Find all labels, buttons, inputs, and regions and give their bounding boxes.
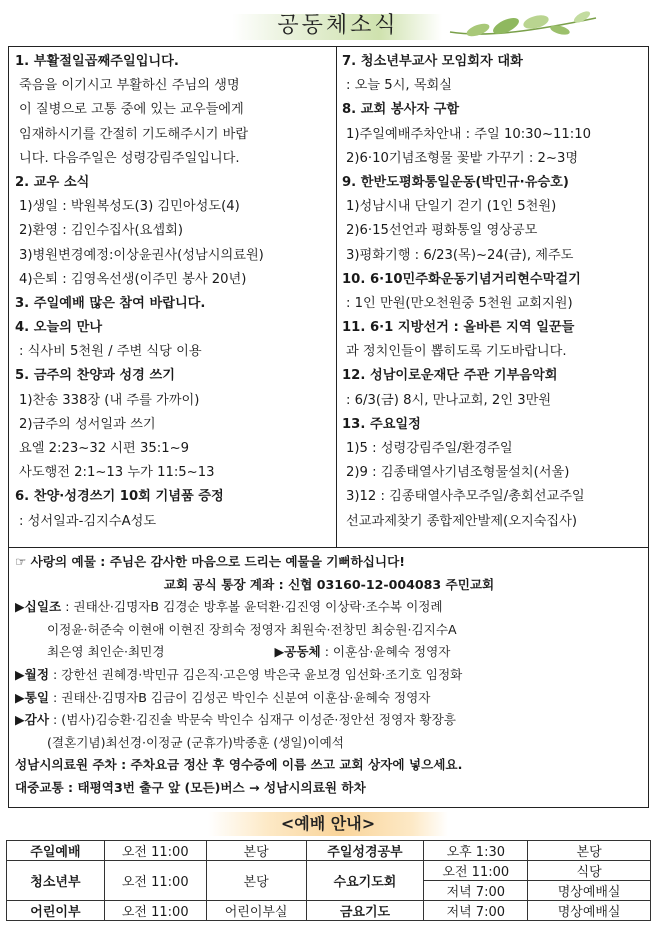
news-line: 2)9 : 김종태열사기념조형물설치(서울) — [346, 465, 570, 481]
news-line: 니다. 다음주일은 성령강림주일입니다. — [19, 150, 240, 166]
news-line: 1)주일예배주차안내 : 주일 10:30~11:10 — [346, 126, 592, 142]
table-cell: 오전 11:00 — [104, 841, 206, 861]
news-heading: 5. 금주의 찬양과 성경 쓰기 — [15, 368, 175, 384]
transit-line — [15, 777, 643, 800]
monthly-names: : 강한선 권혜경·박민규 김은직·고은영 박은국 윤보경 임선화·조기호 임정화 — [49, 666, 463, 682]
tithe-line-3 — [15, 641, 643, 664]
table-cell: 본당 — [206, 841, 306, 861]
news-heading: 1. 부활절일곱째주일입니다. — [15, 54, 179, 69]
news-line: 임재하시기를 간절히 기도해주시기 바랍 — [19, 126, 249, 142]
parking-text: : 주차요금 정산 후 영수증에 이름 쓰고 교회 상자에 넣으세요. — [116, 757, 463, 773]
offering-line: ☞ 사랑의 예물 : 주님은 감사한 마음으로 드리는 예물을 기뻐하십니다! — [15, 554, 405, 569]
news-heading: 9. 한반도평화통일운동(박민규·유승호) — [342, 174, 569, 190]
news-heading: 13. 주요일정 — [342, 416, 421, 432]
parking-label: 성남시의료원 주차 — [15, 757, 117, 773]
thanks-names: : (범사)김승환·김진솔 박문숙 박인수 심재구 이성준·정안선 정영자 황장흥 — [49, 712, 456, 728]
news-line: 3)병원변경예정:이상윤권사(성남시의료원) — [19, 247, 264, 263]
news-line: 과 정치인들이 뽑히도록 기도바랍니다. — [346, 344, 567, 360]
table-cell: 식당 — [528, 861, 651, 881]
tithe-line-2: 이정윤·허준숙 이현애 이현진 장희숙 정영자 최원숙·전창민 최숭원·김지수A — [47, 621, 457, 637]
table-cell: 저녁 7:00 — [424, 901, 528, 921]
unity-line — [15, 687, 643, 710]
worship-title: <예배 안내> — [280, 814, 376, 833]
monthly-line — [15, 664, 643, 687]
table-cell: 본당 — [206, 861, 306, 901]
news-line: 3)12 : 김종태열사추모주일/총회선교주일 — [346, 489, 585, 505]
section-divider — [9, 547, 648, 548]
news-line: : 식사비 5천원 / 주변 식당 이용 — [19, 344, 202, 360]
leaf-decoration-icon — [448, 8, 598, 42]
worship-table — [6, 840, 651, 921]
news-line: 죽음을 이기시고 부활하신 주님의 생명 — [19, 78, 240, 94]
account-line: 교회 공식 통장 계좌 : 신협 03160-12-004083 주민교회 — [163, 576, 495, 592]
table-cell: 명상예배실 — [528, 881, 651, 901]
unity-label: ▶통일 — [15, 689, 50, 705]
news-line: 사도행전 2:1~13 누가 11:5~13 — [19, 465, 215, 481]
table-cell: 명상예배실 — [528, 901, 651, 921]
table-cell: 금요기도 — [306, 901, 424, 921]
news-line: 1)찬송 338장 (내 주를 가까이) — [19, 392, 200, 408]
left-column — [15, 50, 333, 534]
header — [0, 0, 657, 46]
news-heading: 7. 청소년부교사 모임회자 대화 — [342, 54, 523, 69]
news-line: 3)평화기행 : 6/23(목)~24(금), 제주도 — [346, 247, 574, 263]
table-cell: 오전 11:00 — [104, 901, 206, 921]
news-heading: 2. 교우 소식 — [15, 174, 90, 190]
thanks-line-2: (결혼기념)최선경·이정균 (군휴가)박종훈 (생일)이예석 — [47, 734, 344, 750]
table-row — [7, 901, 651, 921]
news-line: : 오늘 5시, 목회실 — [346, 78, 453, 94]
thanks-label: ▶감사 — [15, 712, 50, 728]
tithe-names: : 권태산·김명자B 김경순 방후볼 윤덕환·김진영 이상락·조수복 이정례 — [61, 599, 443, 615]
transit-label: 대중교통 — [15, 779, 64, 795]
news-line: : 6/3(금) 8시, 만나교회, 2인 3만원 — [346, 392, 552, 408]
table-cell: 주일성경공부 — [306, 841, 424, 861]
news-line: 2)6·15선언과 평화통일 영상공모 — [346, 223, 538, 239]
news-heading: 4. 오늘의 만나 — [15, 320, 103, 336]
news-heading: 3. 주일예배 많은 참여 바랍니다. — [15, 295, 206, 311]
news-line: : 1인 만원(만오천원중 5천원 교회지원) — [346, 295, 573, 311]
news-line: 2)환영 : 김인수집사(요셉회) — [19, 223, 184, 239]
table-cell: 어린이부실 — [206, 901, 306, 921]
unity-names: : 권태산·김명자B 김금이 김성곤 박인수 신분여 이훈삼·윤혜숙 정영자 — [49, 689, 431, 705]
column-divider — [336, 47, 337, 547]
parking-line — [15, 754, 643, 777]
news-line: 요엘 2:23~32 시편 35:1~9 — [19, 441, 190, 456]
news-heading: 8. 교회 봉사자 구함 — [342, 102, 460, 118]
tithe-line — [15, 596, 643, 619]
news-line: 4)은퇴 : 김영옥선생(이주민 봉사 20년) — [19, 271, 247, 287]
transit-text: : 태평역3번 출구 앞 (모든)버스 → 성남시의료원 하차 — [63, 779, 366, 795]
news-line: : 성서일과-김지수A성도 — [19, 513, 157, 529]
table-cell: 주일예배 — [7, 841, 105, 861]
news-line: 1)생일 : 박원복성도(3) 김민아성도(4) — [19, 199, 240, 215]
table-row — [7, 861, 651, 881]
news-heading: 12. 성남이로운재단 주관 기부음악회 — [342, 368, 558, 384]
news-line: 이 질병으로 고통 중에 있는 교우들에게 — [19, 102, 244, 118]
table-cell: 수요기도회 — [306, 861, 424, 901]
table-cell: 오후 1:30 — [424, 841, 528, 861]
table-cell: 저녁 7:00 — [424, 881, 528, 901]
news-line: 2)금주의 성서일과 쓰기 — [19, 416, 156, 432]
news-heading: 6. 찬양·성경쓰기 10회 기념품 증정 — [15, 489, 224, 505]
worship-header — [0, 808, 657, 838]
offering-section — [15, 551, 643, 800]
news-box — [8, 46, 649, 808]
news-line: 1)성남시내 단일기 걷기 (1인 5천원) — [346, 199, 557, 215]
table-cell: 어린이부 — [7, 901, 105, 921]
monthly-label: ▶월정 — [15, 666, 50, 682]
news-heading: 11. 6·1 지방선거 : 올바른 지역 일꾼들 — [342, 320, 575, 336]
thanks-line — [15, 709, 643, 732]
tithe-label: ▶십일조 — [15, 599, 62, 615]
table-row — [7, 841, 651, 861]
right-column — [342, 50, 646, 534]
community-names: : 이훈삼·윤혜숙 정영자 — [320, 644, 451, 660]
news-line: 선교과제찾기 종합제안발제(오지숙집사) — [346, 513, 578, 529]
page-title: 공동체소식 — [277, 13, 399, 38]
tithe-names-3: 최은영 최인순·최민경 — [47, 644, 165, 660]
news-heading: 10. 6·10민주화운동기념거리현수막걸기 — [342, 271, 581, 287]
table-cell: 오전 11:00 — [424, 861, 528, 881]
table-cell: 오전 11:00 — [104, 861, 206, 901]
table-cell: 본당 — [528, 841, 651, 861]
news-line: 1)5 : 성령강림주일/환경주일 — [346, 441, 513, 456]
community-label: ▶공동체 — [274, 644, 321, 660]
news-line: 2)6·10기념조형물 꽃밭 가꾸기 : 2~3명 — [346, 150, 579, 166]
table-cell: 청소년부 — [7, 861, 105, 901]
